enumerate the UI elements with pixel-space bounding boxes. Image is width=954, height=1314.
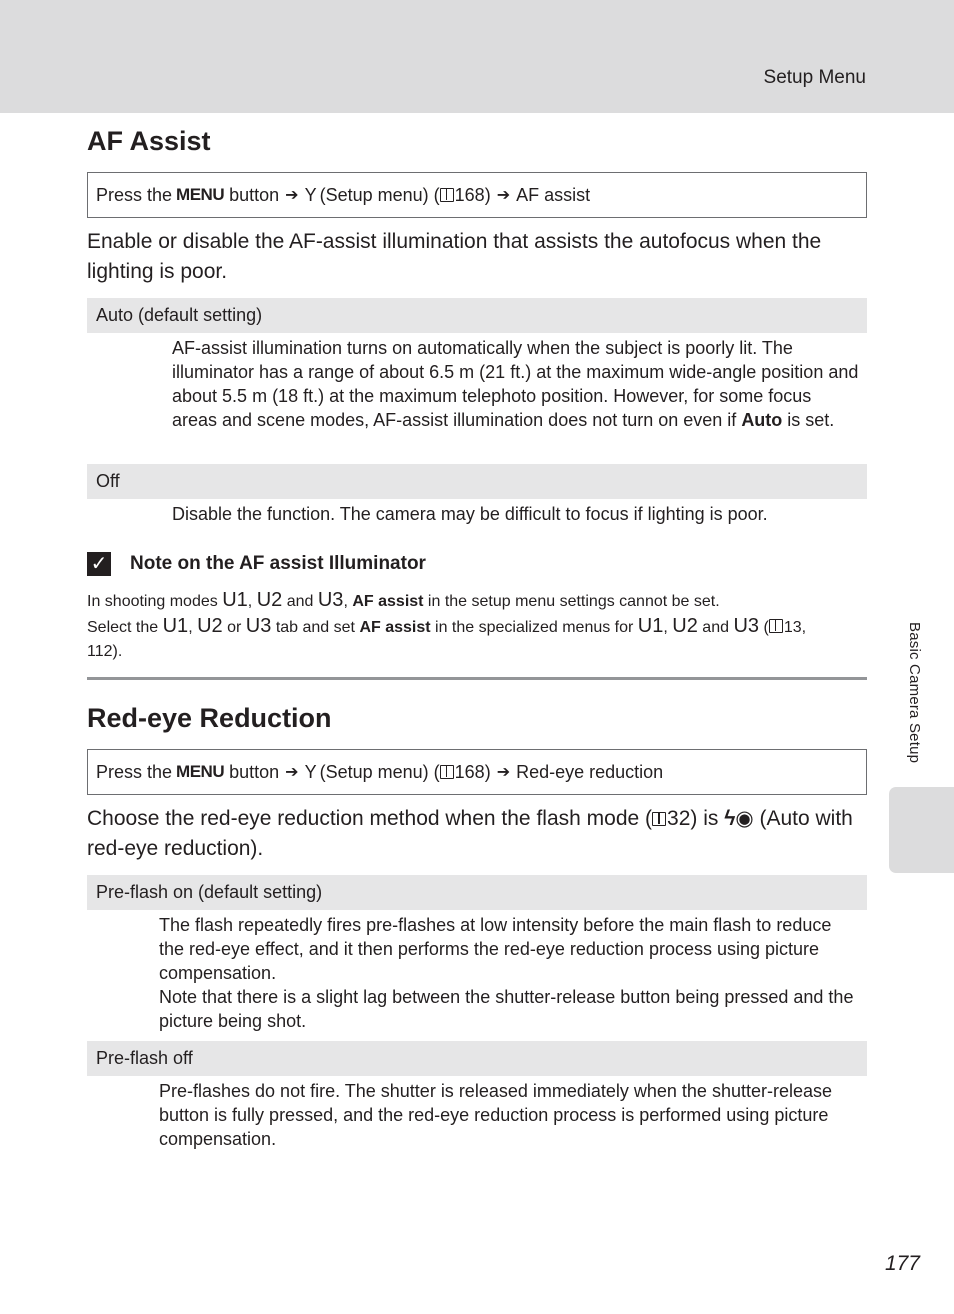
nav-button-word: button [229, 184, 280, 205]
option-label-off: Off [87, 464, 867, 499]
auto-desc-text: AF-assist illumination turns on automatically when the subject is poorly lit. The illuminator has a range of about 6.5 m (21 ft.) at the maximum wide-angle position and about 5.5 m (18 ft.) at the maximum telephoto position. However, for some focus areas and scene modes, AF-assist illumination does not turn on even if [172, 338, 859, 430]
mode-u2-icon: U2 [256, 589, 283, 611]
note-text: and [697, 619, 734, 636]
side-tab-label: Basic Camera Setup [906, 622, 923, 764]
option-off [87, 464, 867, 499]
nav-prefix: Press the [96, 184, 173, 205]
header-band [0, 0, 954, 113]
note-comma: , [188, 619, 193, 636]
book-reference-icon [440, 188, 454, 202]
mode-u3-icon: U3 [317, 589, 344, 611]
arrow-right-icon: ➔ [496, 187, 511, 204]
note-text: and [282, 593, 318, 610]
option-preflash-off [87, 1041, 867, 1076]
nav-close: ) [484, 184, 491, 205]
intro-text: Choose the red-eye reduction method when the flash mode ( [87, 807, 653, 830]
nav-button-word: button [229, 761, 280, 782]
note-text: in the setup menu settings cannot be set. [423, 593, 720, 610]
book-reference-icon [440, 765, 454, 779]
mode-u1-icon: U1 [637, 615, 664, 637]
nav-ref-page: 168 [454, 761, 485, 782]
note-text: or [222, 619, 246, 636]
mode-u2-icon: U2 [672, 615, 698, 637]
nav-target: AF assist [516, 184, 591, 205]
auto-desc-bold: Auto [741, 410, 783, 430]
note-comma: , [343, 593, 348, 610]
page-number: 177 [884, 1252, 920, 1275]
red-eye-title: Red-eye Reduction [87, 703, 332, 733]
mode-u2-icon: U2 [197, 615, 223, 637]
note-bold: AF assist [359, 619, 431, 636]
af-assist-title: AF Assist [87, 126, 211, 156]
intro-text: ) is [690, 807, 725, 830]
nav-ref-page: 168 [454, 184, 485, 205]
option-desc-preflash-on [159, 913, 859, 1033]
auto-desc-end: is set. [782, 410, 835, 430]
red-eye-intro [87, 804, 867, 864]
mode-u1-icon: U1 [222, 589, 248, 611]
preflash-on-desc-1: The flash repeatedly fires pre-flashes at low intensity before the main flash to reduce the red-eye effect, and it then performs the red-eye reduction process using picture compensation. [159, 915, 832, 983]
red-eye-intro-block [87, 804, 867, 864]
book-reference-icon [769, 619, 783, 633]
mode-u1-icon: U1 [162, 615, 189, 637]
option-preflash-on [87, 875, 867, 910]
note-text: ( [759, 619, 769, 636]
menu-button-icon: MENU [176, 762, 225, 781]
arrow-right-icon: ➔ [285, 764, 299, 781]
note-title: Note on the AF assist Illuminator [130, 553, 426, 574]
note-text: 13, [783, 619, 807, 636]
nav-setup-menu: (Setup menu) ( [319, 184, 440, 205]
option-label-preflash-on: Pre-flash on (default setting) [87, 875, 867, 910]
note-line-1 [87, 588, 872, 614]
note-line-2 [87, 614, 872, 640]
af-assist-section [87, 124, 867, 158]
nav-target: Red-eye reduction [516, 761, 664, 782]
wrench-icon: Y [304, 184, 317, 205]
arrow-right-icon: ➔ [496, 764, 511, 781]
off-desc-text: Disable the function. The camera may be difficult to focus if lighting is poor. [172, 504, 768, 524]
arrow-right-icon: ➔ [285, 187, 299, 204]
option-auto [87, 298, 867, 333]
note-text: in the specialized menus for [430, 619, 638, 636]
section-divider [87, 677, 867, 680]
intro-ref-page: 32 [667, 807, 691, 830]
section-label: Setup Menu [763, 67, 866, 88]
nav-close: ) [484, 761, 491, 782]
red-eye-section [87, 701, 867, 735]
note-bold: AF assist [352, 593, 424, 610]
side-tab [889, 787, 954, 873]
book-reference-icon [652, 812, 666, 826]
intro-text: (Auto with red-eye reduction). [87, 807, 853, 860]
af-assist-intro: Enable or disable the AF-assist illumination that assists the autofocus when the lighting is poor. [87, 230, 822, 283]
af-assist-nav [87, 172, 867, 218]
wrench-icon: Y [304, 761, 317, 782]
mode-u3-icon: U3 [733, 615, 760, 637]
note-body [87, 588, 872, 664]
note-comma: , [663, 619, 668, 636]
nav-path-box [87, 172, 867, 218]
option-label-auto: Auto (default setting) [87, 298, 867, 333]
option-desc-preflash-off [159, 1079, 859, 1151]
menu-button-icon: MENU [176, 185, 225, 204]
nav-path-box [87, 749, 867, 795]
flash-red-eye-icon: ϟ◉ [724, 807, 754, 830]
nav-setup-menu: (Setup menu) ( [319, 761, 440, 782]
option-desc-off [172, 502, 860, 526]
note-line-3: 112). [87, 643, 123, 660]
af-assist-intro-block [87, 227, 867, 287]
option-desc-auto [172, 336, 860, 432]
preflash-on-desc-2: Note that there is a slight lag between the shutter-release button being pressed and the picture being shot. [159, 987, 854, 1031]
red-eye-nav [87, 749, 867, 795]
note-comma: , [247, 593, 253, 610]
nav-prefix: Press the [96, 761, 173, 782]
mode-u3-icon: U3 [245, 615, 272, 637]
check-mark-icon: ✓ [87, 552, 111, 576]
note-text: In shooting modes [87, 593, 223, 610]
note-heading [87, 552, 867, 576]
note-text: tab and set [271, 619, 360, 636]
note-text: Select the [87, 619, 163, 636]
preflash-off-desc: Pre-flashes do not fire. The shutter is released immediately when the shutter-release button is fully pressed, and the red-eye reduction process is performed using picture compensation. [159, 1081, 833, 1149]
option-label-preflash-off: Pre-flash off [87, 1041, 867, 1076]
